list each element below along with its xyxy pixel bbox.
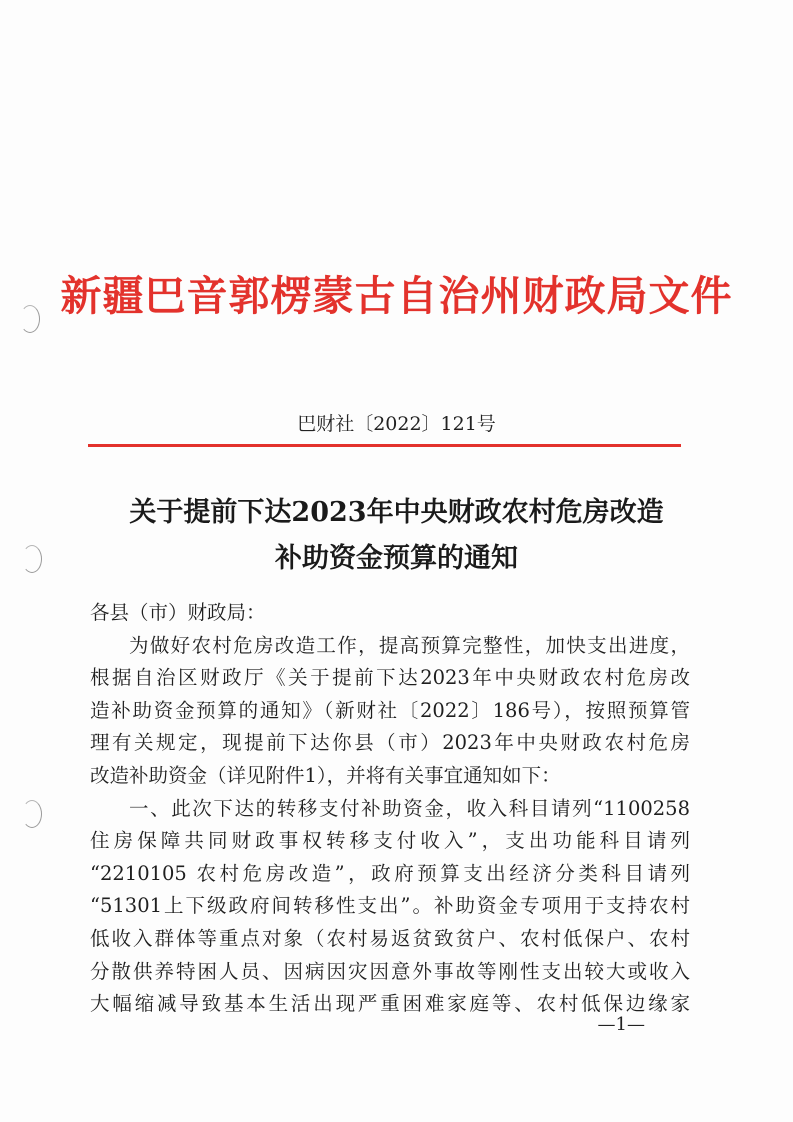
punch-hole-icon (22, 800, 42, 828)
punch-hole-icon (22, 545, 42, 573)
body-line: 低收入群体等重点对象（农村易返贫致贫户、农村低保户、农村 (90, 926, 690, 950)
body-line: “51301上下级政府间转移性支出”。补助资金专项用于支持农村 (90, 894, 690, 918)
red-divider-rule (88, 444, 681, 447)
body-line: 改造补助资金（详见附件1），并将有关事宜通知如下： (90, 763, 561, 787)
body-line: 理有关规定，现提前下达你县（市）2023年中央财政农村危房 (90, 731, 690, 755)
body-line: 为做好农村危房改造工作，提高预算完整性，加快支出进度， (129, 633, 690, 657)
issuing-authority-header: 新疆巴音郭楞蒙古自治州财政局文件 (60, 272, 733, 320)
salutation: 各县（市）财政局： (90, 601, 266, 624)
body-line: 根据自治区财政厅《关于提前下达2023年中央财政农村危房改 (90, 666, 690, 690)
page-number: —1— (597, 1014, 645, 1035)
body-line: 一、此次下达的转移支付补助资金，收入科目请列“1100258 (129, 796, 690, 820)
document-body (90, 597, 690, 1021)
document-title-line: 关于提前下达2023年中央财政农村危房改造 (129, 497, 664, 528)
body-line: “2210105 农村危房改造”，政府预算支出经济分类科目请列 (90, 861, 690, 885)
body-line: 造补助资金预算的通知》（新财社〔2022〕186号），按照预算管 (90, 698, 690, 722)
body-line: 大幅缩减导致基本生活出现严重困难家庭等、农村低保边缘家 (90, 992, 690, 1016)
body-line: 分散供养特困人员、因病因灾因意外事故等刚性支出较大或收入 (90, 959, 690, 983)
body-line: 住房保障共同财政事权转移支付收入”，支出功能科目请列 (90, 829, 690, 853)
document-number: 巴财社〔2022〕121号 (297, 413, 496, 435)
punch-hole-icon (20, 305, 40, 333)
document-title (60, 490, 733, 582)
document-title-line: 补助资金预算的通知 (275, 543, 518, 574)
